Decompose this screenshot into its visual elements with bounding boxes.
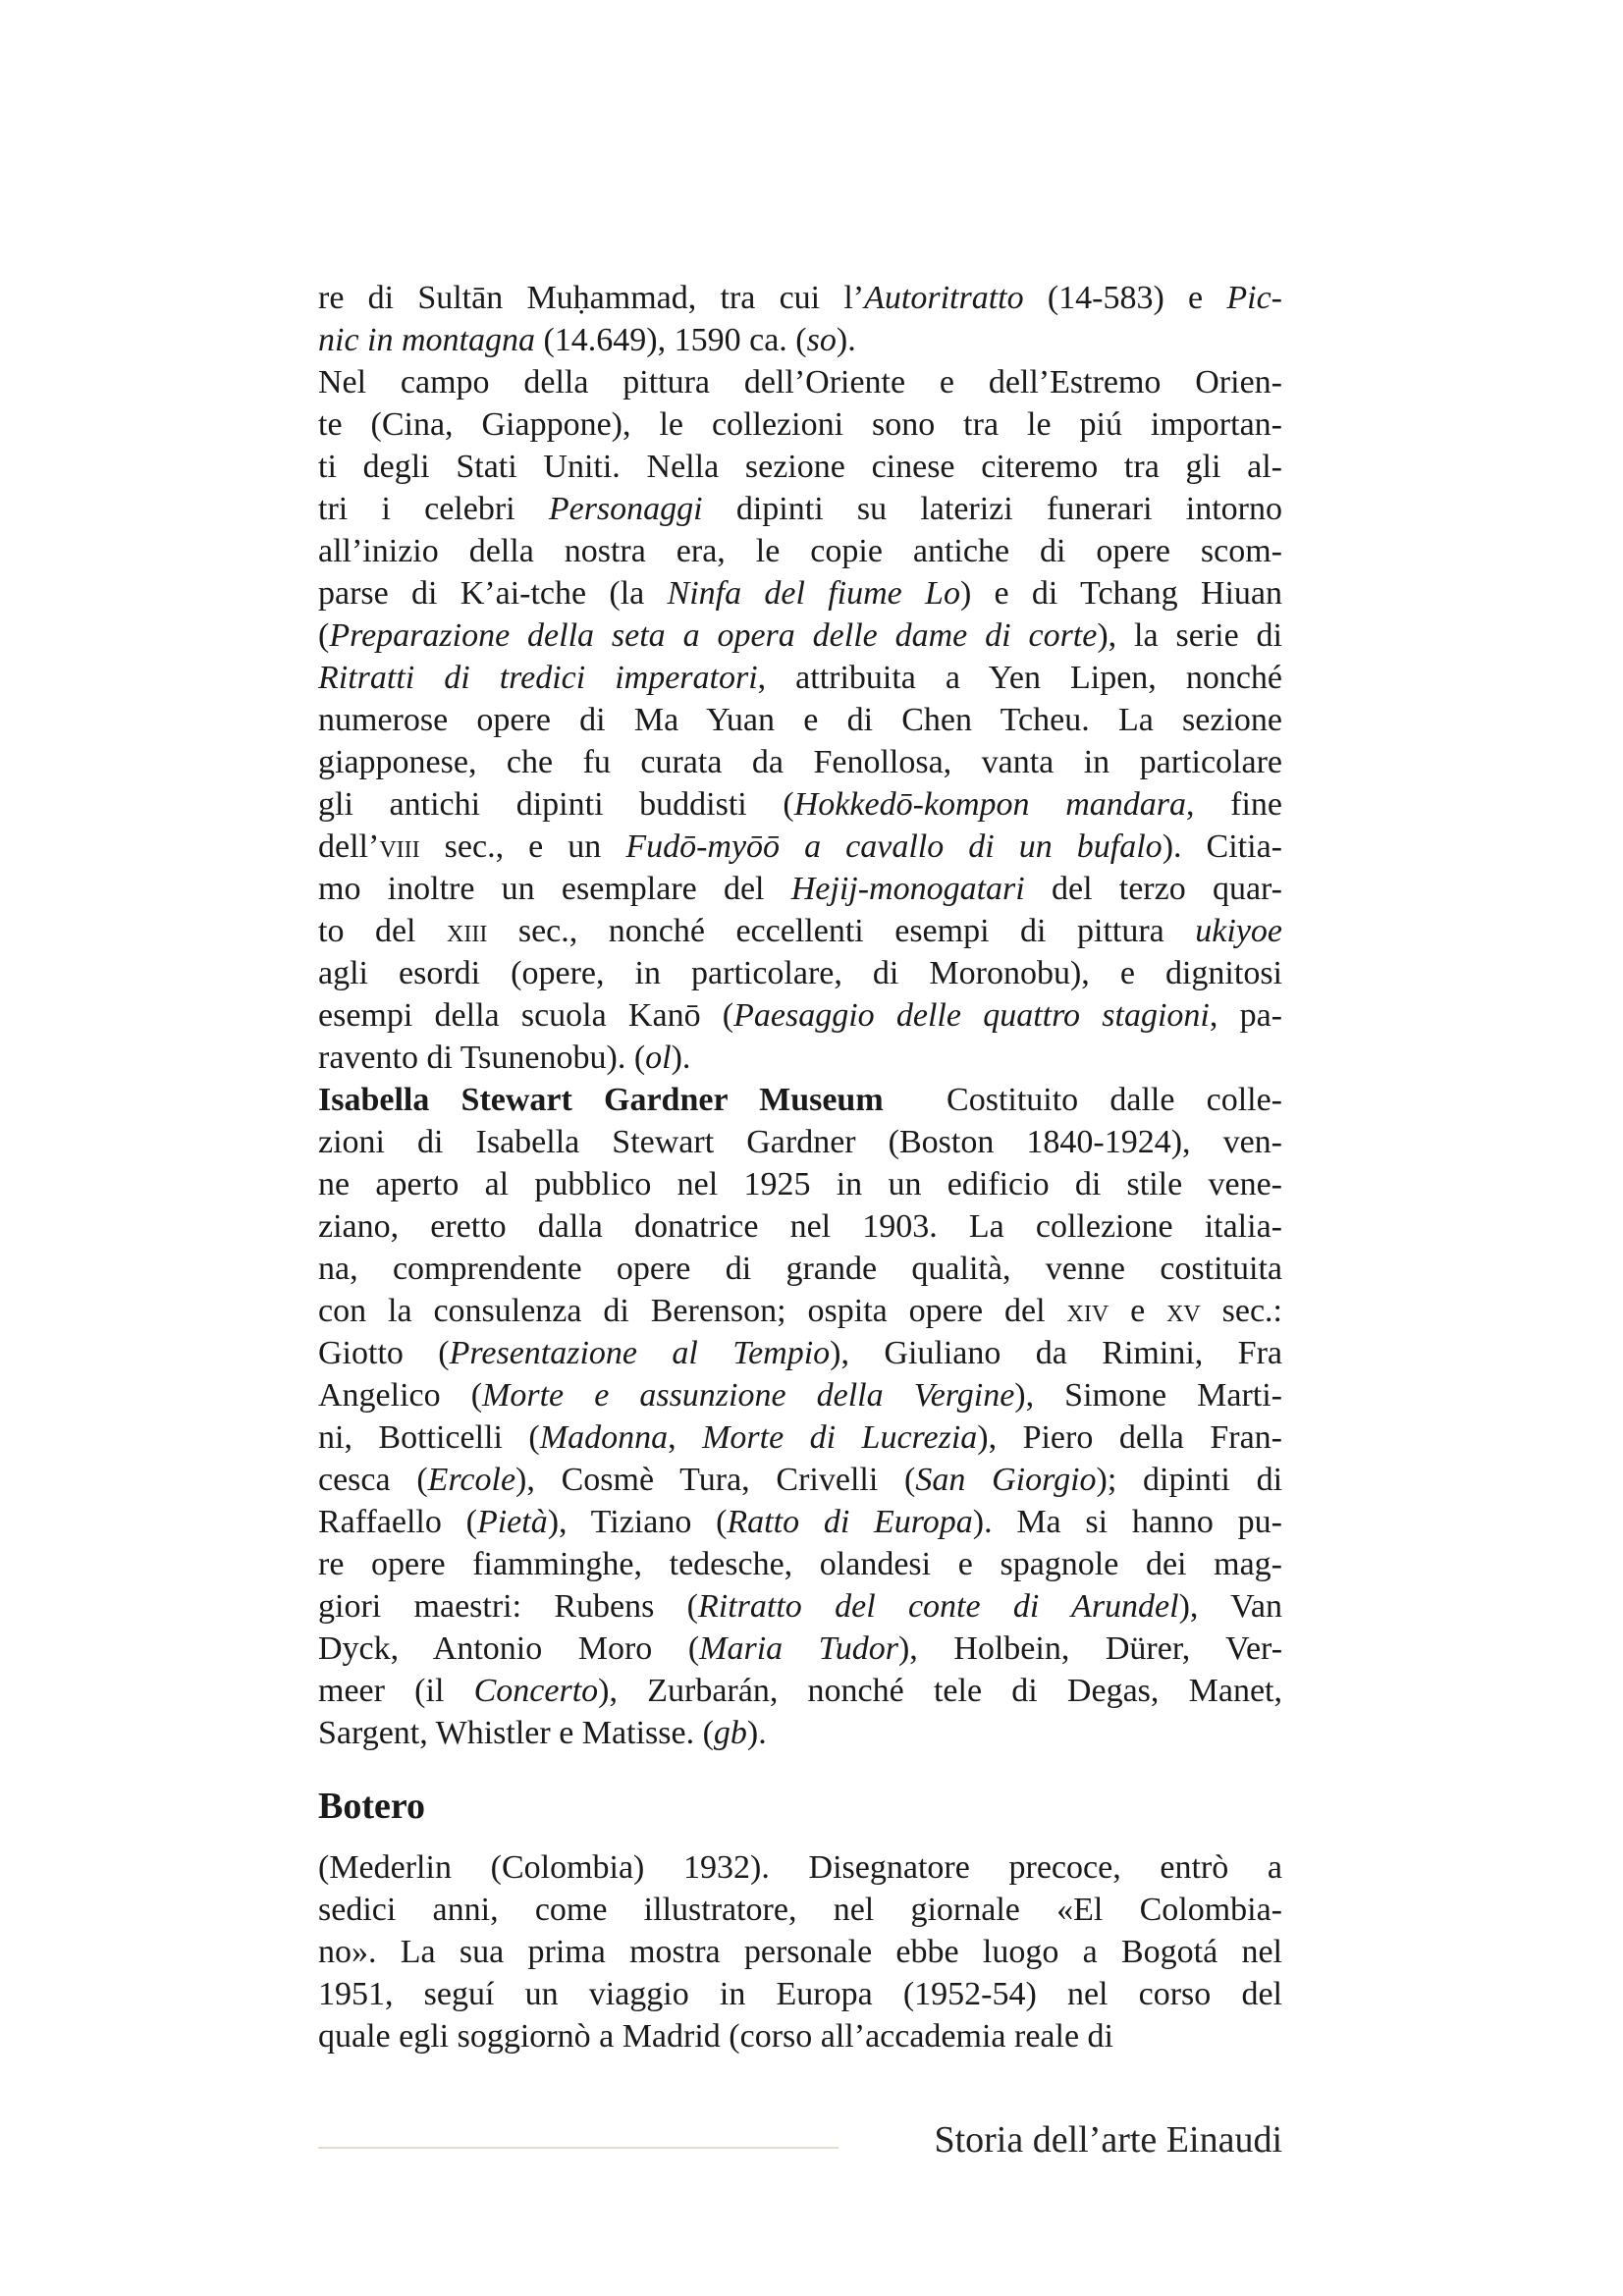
- text-run: Nel campo della pittura dell’Oriente e dell’Estremo Orien-: [318, 364, 1282, 400]
- body-text-botero: [318, 1846, 1282, 2057]
- text-line: [318, 994, 1282, 1037]
- text-line: [318, 1163, 1282, 1205]
- text-line: [318, 1459, 1282, 1501]
- italic-text: Ercole: [427, 1462, 516, 1498]
- text-line: [318, 488, 1282, 530]
- italic-text: Morte di Lucrezia: [702, 1419, 978, 1456]
- text-line: [318, 657, 1282, 699]
- text-line: [318, 910, 1282, 952]
- text-run: ). Citia-: [1162, 828, 1282, 865]
- text-run: ), Giuliano da Rimini, Fra: [830, 1335, 1283, 1371]
- text-run: (Mederlin (Colombia) 1932). Disegnatore precoce, entrò a: [318, 1849, 1282, 1886]
- text-run: ), la serie di: [1097, 617, 1282, 654]
- text-run: re opere fiamminghe, tedesche, olandesi e spagnole dei mag-: [318, 1546, 1282, 1582]
- text-run: all’inizio della nostra era, le copie antiche di opere scom-: [318, 533, 1282, 569]
- text-run: ), Van: [1178, 1588, 1282, 1625]
- text-run: 1951, seguí un viaggio in Europa (1952-54) nel corso del: [318, 1976, 1282, 2012]
- footer-title: Storia dell’arte Einaudi: [934, 2119, 1282, 2161]
- italic-text: Ritratti di tredici imperatori: [318, 660, 758, 696]
- text-run: sec.:: [1200, 1293, 1283, 1329]
- text-run: , pa-: [1209, 997, 1282, 1034]
- text-line: [318, 783, 1282, 826]
- italic-text: ol: [645, 1040, 672, 1076]
- text-line: [318, 1248, 1282, 1290]
- text-run: gli antichi dipinti buddisti (: [318, 786, 794, 823]
- text-line: [318, 572, 1282, 614]
- text-line: [318, 446, 1282, 488]
- text-run: Angelico (: [318, 1377, 483, 1414]
- text-run: ziano, eretto dalla donatrice nel 1903. La collezione italia-: [318, 1208, 1282, 1245]
- text-run: te (Cina, Giappone), le collezioni sono tra le piú importan-: [318, 406, 1282, 443]
- text-line: [318, 1973, 1282, 2015]
- text-line: [318, 826, 1282, 868]
- text-run: to del: [318, 913, 448, 949]
- text-line: [318, 361, 1282, 403]
- text-run: meer (il: [318, 1673, 474, 1709]
- text-run: viii: [379, 828, 420, 865]
- text-run: ).: [836, 322, 856, 358]
- text-line: [318, 1889, 1282, 1931]
- text-line: [318, 530, 1282, 572]
- text-run: ).: [671, 1040, 691, 1076]
- text-run: del terzo quar-: [1024, 871, 1282, 907]
- text-line: [318, 868, 1282, 910]
- text-run: Dyck, Antonio Moro (: [318, 1630, 700, 1667]
- text-line: [318, 1332, 1282, 1374]
- text-run: Costituito dalle colle-: [883, 1082, 1282, 1118]
- text-line: [318, 1290, 1282, 1332]
- text-run: ), Simone Marti-: [1014, 1377, 1283, 1414]
- text-run: dell’: [318, 828, 380, 865]
- text-run: ) e di Tchang Hiuan: [959, 575, 1282, 612]
- text-run: xv: [1166, 1293, 1201, 1329]
- text-line: [318, 614, 1282, 657]
- footer-rule: [318, 2147, 839, 2149]
- text-line: [318, 1543, 1282, 1585]
- text-run: sec., nonché eccellenti esempi di pittura: [487, 913, 1196, 949]
- text-run: cesca (: [318, 1462, 428, 1498]
- text-run: ). Ma si hanno pu-: [972, 1504, 1282, 1540]
- italic-text: Preparazione della seta a opera delle dame di corte: [329, 617, 1098, 654]
- text-run: e: [1109, 1293, 1167, 1329]
- text-run: na, comprendente opere di grande qualità, venne costituita: [318, 1251, 1282, 1287]
- text-run: ni, Botticelli (: [318, 1419, 540, 1456]
- text-run: xiii: [447, 913, 488, 949]
- text-line: [318, 2015, 1282, 2057]
- text-run: agli esordi (opere, in particolare, di Moronobu), e dignitosi: [318, 955, 1282, 991]
- text-run: giapponese, che fu curata da Fenollosa, vanta in particolare: [318, 744, 1282, 780]
- text-run: Sargent, Whistler e Matisse. (: [318, 1715, 714, 1751]
- text-run: ).: [746, 1715, 767, 1751]
- entry-title: Isabella Stewart Gardner Museum: [318, 1082, 884, 1118]
- text-line: [318, 699, 1282, 741]
- text-run: , fine: [1186, 786, 1283, 823]
- italic-text: Madonna: [539, 1419, 669, 1456]
- text-line: [318, 1374, 1282, 1416]
- italic-text: Concerto: [473, 1673, 599, 1709]
- italic-text: Pietà: [476, 1504, 548, 1540]
- text-run: xiv: [1066, 1293, 1109, 1329]
- italic-text: Pic-: [1226, 280, 1282, 316]
- text-line: [318, 1670, 1282, 1712]
- text-line: [318, 1037, 1282, 1079]
- text-run: numerose opere di Ma Yuan e di Chen Tcheu. La sezione: [318, 702, 1282, 738]
- text-line: [318, 1205, 1282, 1248]
- text-run: ), Tiziano (: [547, 1504, 728, 1540]
- text-run: ravento di Tsunenobu). (: [318, 1040, 646, 1076]
- italic-text: so: [806, 322, 837, 358]
- italic-text: Morte e assunzione della Vergine: [482, 1377, 1015, 1414]
- text-run: ), Zurbarán, nonché tele di Degas, Manet,: [598, 1673, 1282, 1709]
- text-line: [318, 1079, 1282, 1121]
- italic-text: San Giorgio: [915, 1462, 1097, 1498]
- text-run: zioni di Isabella Stewart Gardner (Boston 1840-1924), ven-: [318, 1124, 1282, 1160]
- text-run: (: [318, 617, 330, 654]
- text-run: ), Cosmè Tura, Crivelli (: [515, 1462, 916, 1498]
- italic-text: Maria Tudor: [699, 1630, 898, 1667]
- italic-text: Ratto di Europa: [727, 1504, 973, 1540]
- text-run: con la consulenza di Berenson; ospita opere del: [318, 1293, 1067, 1329]
- text-run: quale egli soggiornò a Madrid (corso all’accademia reale di: [318, 2018, 1113, 2055]
- text-run: parse di K’ai-tche (la: [318, 575, 668, 612]
- text-run: ); dipinti di: [1096, 1462, 1283, 1498]
- entry-heading: Botero: [318, 1786, 426, 1827]
- italic-text: nic in montagna: [318, 322, 535, 358]
- text-line: [318, 952, 1282, 994]
- text-line: [318, 277, 1282, 319]
- text-line: [318, 1931, 1282, 1973]
- text-line: [318, 1121, 1282, 1163]
- text-run: tri i celebri: [318, 491, 549, 527]
- text-run: Raffaello (: [318, 1504, 477, 1540]
- italic-text: Ninfa del fiume Lo: [667, 575, 960, 612]
- text-run: dipinti su laterizi funerari intorno: [702, 491, 1282, 527]
- text-run: no». La sua prima mostra personale ebbe luogo a Bogotá nel: [318, 1934, 1282, 1970]
- italic-text: gb: [713, 1715, 747, 1751]
- text-line: [318, 1416, 1282, 1459]
- italic-text: Ritratto del conte di Arundel: [698, 1588, 1179, 1625]
- text-line: [318, 1585, 1282, 1628]
- text-run: sec., e un: [419, 828, 626, 865]
- italic-text: Fudō-myōō a cavallo di un bufalo: [625, 828, 1163, 865]
- text-line: [318, 1501, 1282, 1543]
- text-run: ti degli Stati Uniti. Nella sezione cinese citeremo tra gli al-: [318, 449, 1282, 485]
- text-run: ,: [668, 1419, 703, 1456]
- text-line: [318, 1628, 1282, 1670]
- text-line: [318, 1712, 1282, 1754]
- text-run: , attribuita a Yen Lipen, nonché: [757, 660, 1282, 696]
- text-run: mo inoltre un esemplare del: [318, 871, 791, 907]
- italic-text: Personaggi: [548, 491, 703, 527]
- text-run: (14-583) e: [1023, 280, 1227, 316]
- text-run: ne aperto al pubblico nel 1925 in un edificio di stile vene-: [318, 1166, 1282, 1202]
- text-line: [318, 741, 1282, 783]
- text-line: [318, 1846, 1282, 1889]
- italic-text: Autoritratto: [864, 280, 1024, 316]
- italic-text: Paesaggio delle quattro stagioni: [733, 997, 1210, 1034]
- text-run: giori maestri: Rubens (: [318, 1588, 699, 1625]
- body-text-main: [318, 277, 1282, 1754]
- italic-text: Hejij-monogatari: [790, 871, 1025, 907]
- italic-text: ukiyoe: [1195, 913, 1282, 949]
- text-line: [318, 319, 1282, 361]
- text-run: ), Holbein, Dürer, Ver-: [897, 1630, 1283, 1667]
- italic-text: Hokkedō-kompon mandara: [793, 786, 1186, 823]
- italic-text: Presentazione al Tempio: [449, 1335, 831, 1371]
- text-run: Giotto (: [318, 1335, 450, 1371]
- text-run: ), Piero della Fran-: [977, 1419, 1283, 1456]
- text-run: sedici anni, come illustratore, nel giornale «El Colombia-: [318, 1892, 1282, 1928]
- text-line: [318, 403, 1282, 446]
- text-run: esempi della scuola Kanō (: [318, 997, 734, 1034]
- text-run: re di Sultān Muḥammad, tra cui l’: [318, 280, 865, 316]
- text-run: (14.649), 1590 ca. (: [534, 322, 807, 358]
